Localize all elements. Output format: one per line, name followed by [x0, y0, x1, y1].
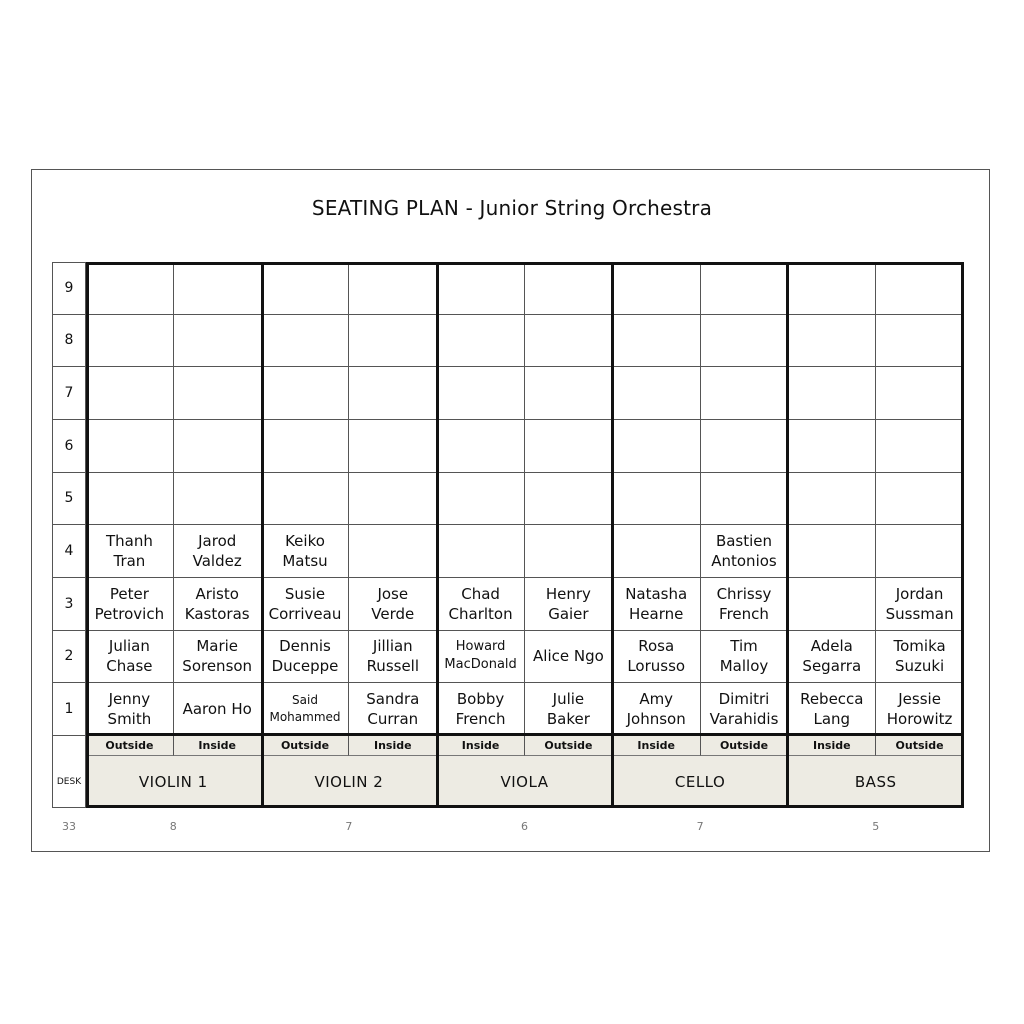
seat-name-line: Tran	[113, 552, 146, 571]
seat-name-line: Curran	[367, 710, 419, 729]
seat-name-line: Lang	[813, 710, 851, 729]
section-name: CELLO	[613, 756, 789, 808]
seat-cell[interactable]	[876, 420, 964, 473]
seat-name-line: Bobby	[456, 690, 505, 709]
seat-name-line: Keiko	[285, 532, 325, 551]
seat-name-line: French	[455, 710, 506, 729]
seat-name-line: Jessie	[898, 690, 941, 709]
seat-cell[interactable]	[86, 420, 174, 473]
seat-name-line: Segarra	[802, 657, 862, 676]
seat-cell[interactable]	[788, 473, 876, 526]
seat-name-line: Henry	[545, 584, 591, 603]
seat-cell[interactable]	[876, 473, 964, 526]
seat-cell[interactable]	[437, 631, 525, 684]
seat-name-line: Adela	[810, 637, 853, 656]
seat-cell[interactable]	[788, 367, 876, 420]
seat-name-line: Chase	[106, 657, 153, 676]
seat-name-line: Rebecca	[800, 690, 864, 709]
seat-name-line: Howard	[455, 639, 506, 655]
seat-name-line: Susie	[284, 584, 326, 603]
row-label: 9	[52, 262, 86, 315]
seat-cell[interactable]	[174, 683, 262, 736]
seat-cell[interactable]	[262, 578, 350, 631]
total-count: 33	[62, 820, 76, 833]
seat-cell[interactable]	[525, 315, 613, 368]
seat-name-line: Dimitri	[718, 690, 770, 709]
seat-name-line: Russell	[366, 657, 420, 676]
seat-cell[interactable]	[613, 315, 701, 368]
seat-position-label: Inside	[437, 736, 525, 756]
seat-cell[interactable]	[437, 525, 525, 578]
seat-cell[interactable]	[613, 367, 701, 420]
seat-name-line: Tomika	[893, 637, 946, 656]
section-name: VIOLIN 1	[86, 756, 262, 808]
seat-name-line: Sussman	[885, 604, 954, 623]
seat-name-line: Gaier	[548, 604, 589, 623]
seat-name-line: Julie	[552, 690, 585, 709]
seat-cell[interactable]	[876, 578, 964, 631]
seat-position-label: Inside	[788, 736, 876, 756]
seat-position-label: Outside	[525, 736, 613, 756]
section-name: VIOLIN 2	[262, 756, 438, 808]
seat-cell[interactable]	[788, 578, 876, 631]
seat-cell[interactable]	[86, 315, 174, 368]
row-label: 2	[52, 631, 86, 684]
seat-cell[interactable]	[525, 473, 613, 526]
seat-name-line: Duceppe	[271, 657, 339, 676]
section-name: VIOLA	[437, 756, 613, 808]
seat-cell[interactable]	[876, 525, 964, 578]
seat-cell[interactable]	[613, 683, 701, 736]
seat-cell[interactable]	[876, 262, 964, 315]
seat-name-line: Jose	[377, 584, 409, 603]
seat-name-line: Dennis	[279, 637, 331, 656]
desk-label: DESK	[52, 756, 86, 808]
seat-cell[interactable]	[437, 315, 525, 368]
seat-cell[interactable]	[701, 420, 789, 473]
seat-name-line: Sorenson	[182, 657, 253, 676]
seat-position-label: Inside	[613, 736, 701, 756]
seat-name-line: Hearne	[629, 604, 684, 623]
seat-name-line: Jarod	[198, 532, 237, 551]
seat-cell[interactable]	[262, 683, 350, 736]
seat-cell[interactable]	[701, 262, 789, 315]
seat-cell[interactable]	[701, 683, 789, 736]
seat-cell[interactable]	[349, 578, 437, 631]
seat-cell[interactable]	[437, 420, 525, 473]
seat-cell[interactable]	[613, 631, 701, 684]
seat-name-line: Said	[292, 693, 318, 708]
section-count: 7	[696, 820, 704, 833]
seat-cell[interactable]	[437, 578, 525, 631]
section-count: 8	[169, 820, 177, 833]
seat-name-line: Jordan	[895, 584, 944, 603]
seat-cell[interactable]	[701, 473, 789, 526]
seat-cell[interactable]	[876, 315, 964, 368]
row-label: 1	[52, 683, 86, 736]
seat-cell[interactable]	[262, 420, 350, 473]
row-label: 6	[52, 420, 86, 473]
seat-position-label: Outside	[876, 736, 964, 756]
seat-cell[interactable]	[262, 315, 350, 368]
seat-cell[interactable]	[437, 367, 525, 420]
seat-name-line: Johnson	[626, 710, 686, 729]
seat-cell[interactable]	[701, 315, 789, 368]
seat-cell[interactable]	[613, 473, 701, 526]
seat-cell[interactable]	[613, 578, 701, 631]
seat-cell[interactable]	[349, 367, 437, 420]
seat-name-line: Varahidis	[709, 710, 779, 729]
seat-cell[interactable]	[525, 578, 613, 631]
seat-name-line: Chrissy	[716, 584, 772, 603]
seat-cell[interactable]	[86, 683, 174, 736]
section-count: 5	[872, 820, 880, 833]
seat-name-line: Antonios	[711, 552, 777, 571]
seat-cell[interactable]	[613, 262, 701, 315]
seat-position-label: Outside	[86, 736, 174, 756]
seat-name-line: Suzuki	[894, 657, 945, 676]
seat-name-line: Matsu	[282, 552, 328, 571]
seat-cell[interactable]	[876, 367, 964, 420]
seat-name-line: MacDonald	[444, 657, 517, 673]
seat-cell[interactable]	[349, 420, 437, 473]
seat-cell[interactable]	[86, 473, 174, 526]
seat-name-line: Jenny	[108, 690, 151, 709]
seat-name-line: Mohammed	[269, 710, 341, 725]
seat-cell[interactable]	[174, 262, 262, 315]
seat-name-line: Natasha	[625, 584, 688, 603]
seat-cell[interactable]	[876, 683, 964, 736]
seat-name-line: Smith	[107, 710, 152, 729]
seat-cell[interactable]	[525, 262, 613, 315]
seat-cell[interactable]	[701, 525, 789, 578]
seat-name-line: Baker	[546, 710, 590, 729]
seat-cell[interactable]	[349, 315, 437, 368]
seat-cell[interactable]	[86, 631, 174, 684]
seat-cell[interactable]	[788, 315, 876, 368]
seat-cell[interactable]	[525, 420, 613, 473]
seat-cell[interactable]	[174, 420, 262, 473]
seat-cell[interactable]	[701, 631, 789, 684]
seat-cell[interactable]	[262, 525, 350, 578]
seat-cell[interactable]	[788, 525, 876, 578]
desk-divider-line	[86, 733, 964, 736]
section-count: 7	[345, 820, 353, 833]
seat-cell[interactable]	[525, 525, 613, 578]
seat-name-line: Peter	[109, 584, 149, 603]
seat-cell[interactable]	[525, 631, 613, 684]
desk-label-spacer	[52, 736, 86, 756]
seat-cell[interactable]	[788, 262, 876, 315]
seat-position-label: Outside	[701, 736, 789, 756]
section-name: BASS	[788, 756, 964, 808]
seat-name-line: Malloy	[719, 657, 769, 676]
row-label: 3	[52, 578, 86, 631]
page-title: SEATING PLAN - Junior String Orchestra	[311, 196, 713, 220]
seat-name-line: Charlton	[448, 604, 513, 623]
seat-cell[interactable]	[262, 473, 350, 526]
row-label: 4	[52, 525, 86, 578]
seat-cell[interactable]	[86, 525, 174, 578]
seat-cell[interactable]	[349, 525, 437, 578]
seat-cell[interactable]	[349, 683, 437, 736]
seat-cell[interactable]	[788, 420, 876, 473]
seat-cell[interactable]	[701, 578, 789, 631]
seat-name-line: Verde	[371, 604, 415, 623]
seat-name-line: Marie	[196, 637, 239, 656]
seat-name-line: Rosa	[638, 637, 675, 656]
seating-grid	[52, 262, 964, 808]
seat-cell[interactable]	[262, 367, 350, 420]
seat-name-line: Lorusso	[627, 657, 686, 676]
seat-name-line: Aristo	[195, 584, 239, 603]
seat-cell[interactable]	[174, 631, 262, 684]
seat-name-line: Chad	[461, 584, 500, 603]
seat-cell[interactable]	[701, 367, 789, 420]
seat-cell[interactable]	[86, 367, 174, 420]
row-label: 5	[52, 473, 86, 526]
seat-cell[interactable]	[349, 473, 437, 526]
seat-cell[interactable]	[174, 525, 262, 578]
row-label: 8	[52, 315, 86, 368]
seat-name-line: Kastoras	[184, 604, 250, 623]
seat-cell[interactable]	[262, 631, 350, 684]
seat-cell[interactable]	[437, 683, 525, 736]
seat-cell[interactable]	[174, 315, 262, 368]
seat-name-line: Horowitz	[886, 710, 953, 729]
seat-cell[interactable]	[262, 262, 350, 315]
seat-name-line: Valdez	[192, 552, 242, 571]
seat-name-line: Sandra	[366, 690, 420, 709]
seat-cell[interactable]	[86, 262, 174, 315]
seat-cell[interactable]	[174, 367, 262, 420]
seat-name: Aaron Ho	[182, 700, 252, 719]
seat-name-line: Jillian	[372, 637, 413, 656]
seat-cell[interactable]	[876, 631, 964, 684]
seat-name-line: Bastien	[715, 532, 773, 551]
seat-cell[interactable]	[525, 683, 613, 736]
seat-position-label: Outside	[262, 736, 350, 756]
seat-name-line: French	[719, 604, 769, 623]
seat-cell[interactable]	[613, 420, 701, 473]
row-label: 7	[52, 367, 86, 420]
seat-name-line: Thanh	[105, 532, 153, 551]
seat-position-label: Inside	[349, 736, 437, 756]
seat-cell[interactable]	[788, 683, 876, 736]
seat-cell[interactable]	[525, 367, 613, 420]
seat-name: Alice Ngo	[533, 647, 604, 666]
seat-cell[interactable]	[613, 525, 701, 578]
seat-cell[interactable]	[788, 631, 876, 684]
seat-name-line: Tim	[730, 637, 758, 656]
seat-name-line: Amy	[639, 690, 674, 709]
seat-name-line: Corriveau	[268, 604, 342, 623]
seat-name-line: Petrovich	[94, 604, 165, 623]
seat-cell[interactable]	[437, 473, 525, 526]
seat-name-line: Julian	[108, 637, 150, 656]
seat-cell[interactable]	[174, 473, 262, 526]
seat-cell[interactable]	[437, 262, 525, 315]
seat-cell[interactable]	[174, 578, 262, 631]
seat-cell[interactable]	[86, 578, 174, 631]
seat-cell[interactable]	[349, 262, 437, 315]
seat-position-label: Inside	[174, 736, 262, 756]
section-counts	[52, 820, 964, 834]
seat-cell[interactable]	[349, 631, 437, 684]
section-count: 6	[521, 820, 528, 833]
